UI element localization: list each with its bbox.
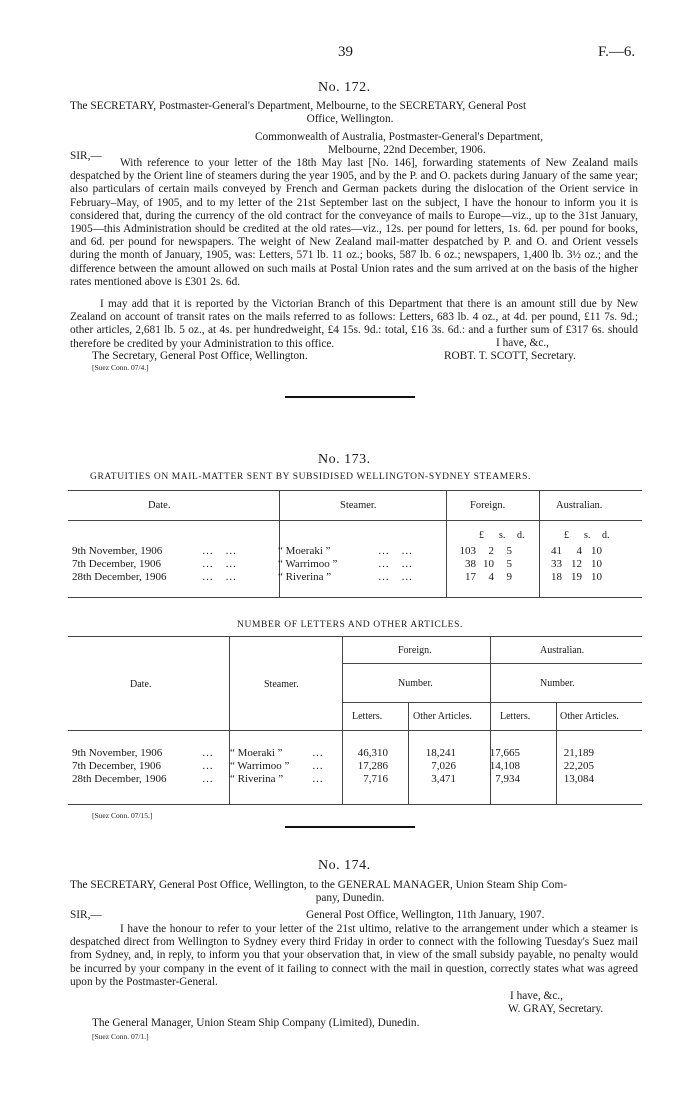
letter-174-signature: W. GRAY, Secretary.	[508, 1003, 604, 1015]
table2-header-australian-number: Number.	[540, 678, 575, 689]
page-number: 39	[338, 44, 353, 60]
leader-dots: … …	[378, 557, 414, 570]
currency-pounds: £	[564, 530, 569, 541]
letter-174-number: No. 174.	[318, 858, 371, 873]
letter-174-paragraph-1: I have the honour to refer to your letter of the 21st ultimo, relative to the arrangement under which a steamer is despatched direct from Wellington to Sydney every third Friday in order to connect with the following Tuesday's Suez mail from Sydney, and, in reply, to inform you that your observation that, in view of the small subsidy payable, no penalty would be incurred by your company in the event of it failing to connect with the mail in question, correctly states what was agreed upon by the Postmaster-General.	[70, 923, 638, 988]
table-row	[72, 772, 642, 785]
row-date: 28th December, 1906	[72, 570, 167, 583]
letter-172-salutation: SIR,—	[70, 150, 102, 162]
row-steamer: “ Moeraki ”	[278, 544, 331, 557]
foreign-shillings: 2	[488, 544, 494, 557]
table2-header-foreign-other: Other Articles.	[413, 711, 472, 722]
table2-header-foreign: Foreign.	[398, 645, 432, 656]
foreign-other: 3,471	[431, 772, 456, 785]
row-steamer: “ Riverina ”	[278, 570, 332, 583]
foreign-letters: 17,286	[357, 759, 388, 772]
table1-top-rule	[68, 490, 642, 491]
letter-174-heading-line1: The SECRETARY, General Post Office, Wellington, to the GENERAL MANAGER, Union Steam Ship Com-	[70, 879, 567, 891]
australian-other: 22,205	[563, 759, 594, 772]
australian-other: 13,084	[563, 772, 594, 785]
section-173-ref: [Suez Conn. 07/15.]	[92, 811, 153, 820]
table2-header-steamer: Steamer.	[264, 679, 299, 690]
foreign-pence: 5	[506, 544, 512, 557]
letter-172-heading-line1: The SECRETARY, Postmaster-General's Department, Melbourne, to the SECRETARY, General Post	[70, 100, 527, 112]
letter-174-closing: I have, &c.,	[510, 990, 564, 1002]
australian-pounds: 18	[551, 570, 562, 583]
table2-header-date: Date.	[130, 679, 152, 690]
australian-shillings: 4	[576, 544, 582, 557]
foreign-letters: 46,310	[357, 746, 388, 759]
document-reference: F.—6.	[598, 44, 636, 60]
australian-shillings: 19	[571, 570, 582, 583]
letter-174-address: General Post Office, Wellington, 11th January, 1907.	[306, 909, 545, 921]
table2-header-foreign-number: Number.	[398, 678, 433, 689]
australian-letters: 17,665	[489, 746, 520, 759]
leader-dots: …	[202, 772, 214, 785]
australian-pence: 10	[591, 557, 602, 570]
letters-table	[72, 746, 642, 785]
leader-dots: … …	[202, 557, 238, 570]
leader-dots: …	[202, 759, 214, 772]
foreign-pounds: 38	[465, 557, 476, 570]
currency-pence: d.	[517, 530, 525, 541]
letter-174-addressee: The General Manager, Union Steam Ship Company (Limited), Dunedin.	[92, 1017, 420, 1029]
leader-dots: …	[312, 759, 324, 772]
letter-172-address-line2: Melbourne, 22nd December, 1906.	[328, 144, 486, 156]
currency-shillings: s.	[499, 530, 506, 541]
row-date: 7th December, 1906	[72, 557, 162, 570]
currency-pence: d.	[602, 530, 610, 541]
foreign-pounds: 103	[459, 544, 476, 557]
table2-header-australian-letters: Letters.	[500, 711, 531, 722]
leader-dots: …	[202, 746, 214, 759]
table1-header-australian: Australian.	[556, 500, 603, 511]
australian-pence: 10	[591, 544, 602, 557]
currency-shillings: s.	[584, 530, 591, 541]
australian-letters: 7,934	[495, 772, 520, 785]
table-row	[72, 557, 642, 570]
foreign-shillings: 4	[488, 570, 494, 583]
row-steamer: “ Riverina ”	[230, 772, 284, 785]
table2-header-australian-other: Other Articles.	[560, 711, 619, 722]
row-date: 9th November, 1906	[72, 746, 163, 759]
row-steamer: “ Warrimoo ”	[230, 759, 290, 772]
australian-pence: 10	[591, 570, 602, 583]
table1-header-date: Date.	[148, 500, 171, 511]
table2-header-foreign-letters: Letters.	[352, 711, 383, 722]
row-date: 28th December, 1906	[72, 772, 167, 785]
table2-group-rule	[342, 663, 642, 664]
table1-header-steamer: Steamer.	[340, 500, 377, 511]
section-173-number: No. 173.	[318, 452, 371, 467]
foreign-shillings: 10	[483, 557, 494, 570]
section-173-title: GRATUITIES ON MAIL-MATTER SENT BY SUBSIDISED WELLINGTON-SYDNEY STEAMERS.	[90, 472, 531, 482]
letter-172-ref: [Suez Conn. 07/4.]	[92, 363, 149, 372]
table1-header-rule	[68, 520, 642, 521]
letter-172-address-line1: Commonwealth of Australia, Postmaster-General's Department,	[255, 131, 543, 143]
table2-number-rule	[342, 702, 642, 703]
leader-dots: … …	[378, 544, 414, 557]
section-divider	[285, 826, 415, 828]
letter-172-closing: I have, &c.,	[496, 337, 550, 349]
foreign-pounds: 17	[465, 570, 476, 583]
leader-dots: … …	[202, 570, 238, 583]
australian-other: 21,189	[563, 746, 594, 759]
row-steamer: “ Warrimoo ”	[278, 557, 338, 570]
table1-header-foreign: Foreign.	[470, 500, 506, 511]
table-row	[72, 759, 642, 772]
letter-172-number: No. 172.	[318, 80, 371, 95]
letter-174-ref: [Suez Conn. 07/1.]	[92, 1032, 149, 1041]
row-steamer: “ Moeraki ”	[230, 746, 283, 759]
table-row	[72, 570, 642, 583]
table2-header-australian: Australian.	[540, 645, 585, 656]
foreign-letters: 7,716	[363, 772, 388, 785]
gratuities-table	[72, 544, 642, 583]
foreign-pence: 9	[506, 570, 512, 583]
table2-top-rule	[68, 636, 642, 637]
leader-dots: …	[312, 772, 324, 785]
leader-dots: …	[312, 746, 324, 759]
letter-172-heading-line2: Office, Wellington.	[306, 113, 394, 125]
letter-172-paragraph-2: I may add that it is reported by the Victorian Branch of this Department that there is an amount still due by New Zealand on account of transit rates on the mails referred to as follows: Letters, 683 lb. 4 oz., at 4d. per pound, £11 7s. 9d.; other articles, 2,681 lb. 5 oz., at 4s. per hundredweight, £4 15s. 9d.: total, £16 3s. 6d.: and a further sum of £317 6s. should therefore be credited by your Administration to this office.	[70, 298, 638, 350]
letter-172-addressee: The Secretary, General Post Office, Wellington.	[92, 350, 308, 362]
table2-title: NUMBER OF LETTERS AND OTHER ARTICLES.	[237, 620, 463, 630]
letter-174-heading-line2: pany, Dunedin.	[315, 892, 385, 904]
foreign-pence: 5	[506, 557, 512, 570]
table-row	[72, 746, 642, 759]
section-divider	[285, 396, 415, 398]
leader-dots: … …	[378, 570, 414, 583]
australian-shillings: 12	[571, 557, 582, 570]
foreign-other: 7,026	[431, 759, 456, 772]
australian-letters: 14,108	[489, 759, 520, 772]
letter-172-paragraph-1: With reference to your letter of the 18th May last [No. 146], forwarding statements of New Zealand mails despatched by the Orient line of steamers during the year 1905, and by the P. and O. packets during January of the same year; also particulars of certain mails conveyed by French and German packets during the dislocation of the Orient service in February–May, of 1905, and to my letter of the 21st September last on the subject, I have the honour to inform you it is considered that, during the currency of the old contract for the conveyance of mails to Europe—viz., up to the 31st January, 1905—this Administration should be credited at the old rates—viz., 12s. per pound for letters, 1s. 6d. per pound for books, and 6d. per pound for newspapers. The weight of New Zealand mail-matter despatched by P. and O. and Orient vessels during the month of January, 1905, was: Letters, 571 lb. 11 oz.; books, 587 lb. 6 oz.; newspapers, 1,400 lb. 3½ oz.; and the difference between the amount allowed on such mails at Postal Union rates and the sum arrived at on the basis of the higher rates mentioned above is £301 2s. 6d.	[70, 157, 638, 288]
table2-bottom-rule	[68, 804, 642, 805]
table1-bottom-rule	[68, 597, 642, 598]
table-row	[72, 544, 642, 557]
row-date: 9th November, 1906	[72, 544, 163, 557]
letter-172-signature: ROBT. T. SCOTT, Secretary.	[444, 350, 576, 362]
currency-pounds: £	[479, 530, 484, 541]
row-date: 7th December, 1906	[72, 759, 162, 772]
australian-pounds: 33	[551, 557, 562, 570]
foreign-other: 18,241	[425, 746, 456, 759]
leader-dots: … …	[202, 544, 238, 557]
australian-pounds: 41	[551, 544, 562, 557]
letter-174-salutation: SIR,—	[70, 909, 102, 921]
